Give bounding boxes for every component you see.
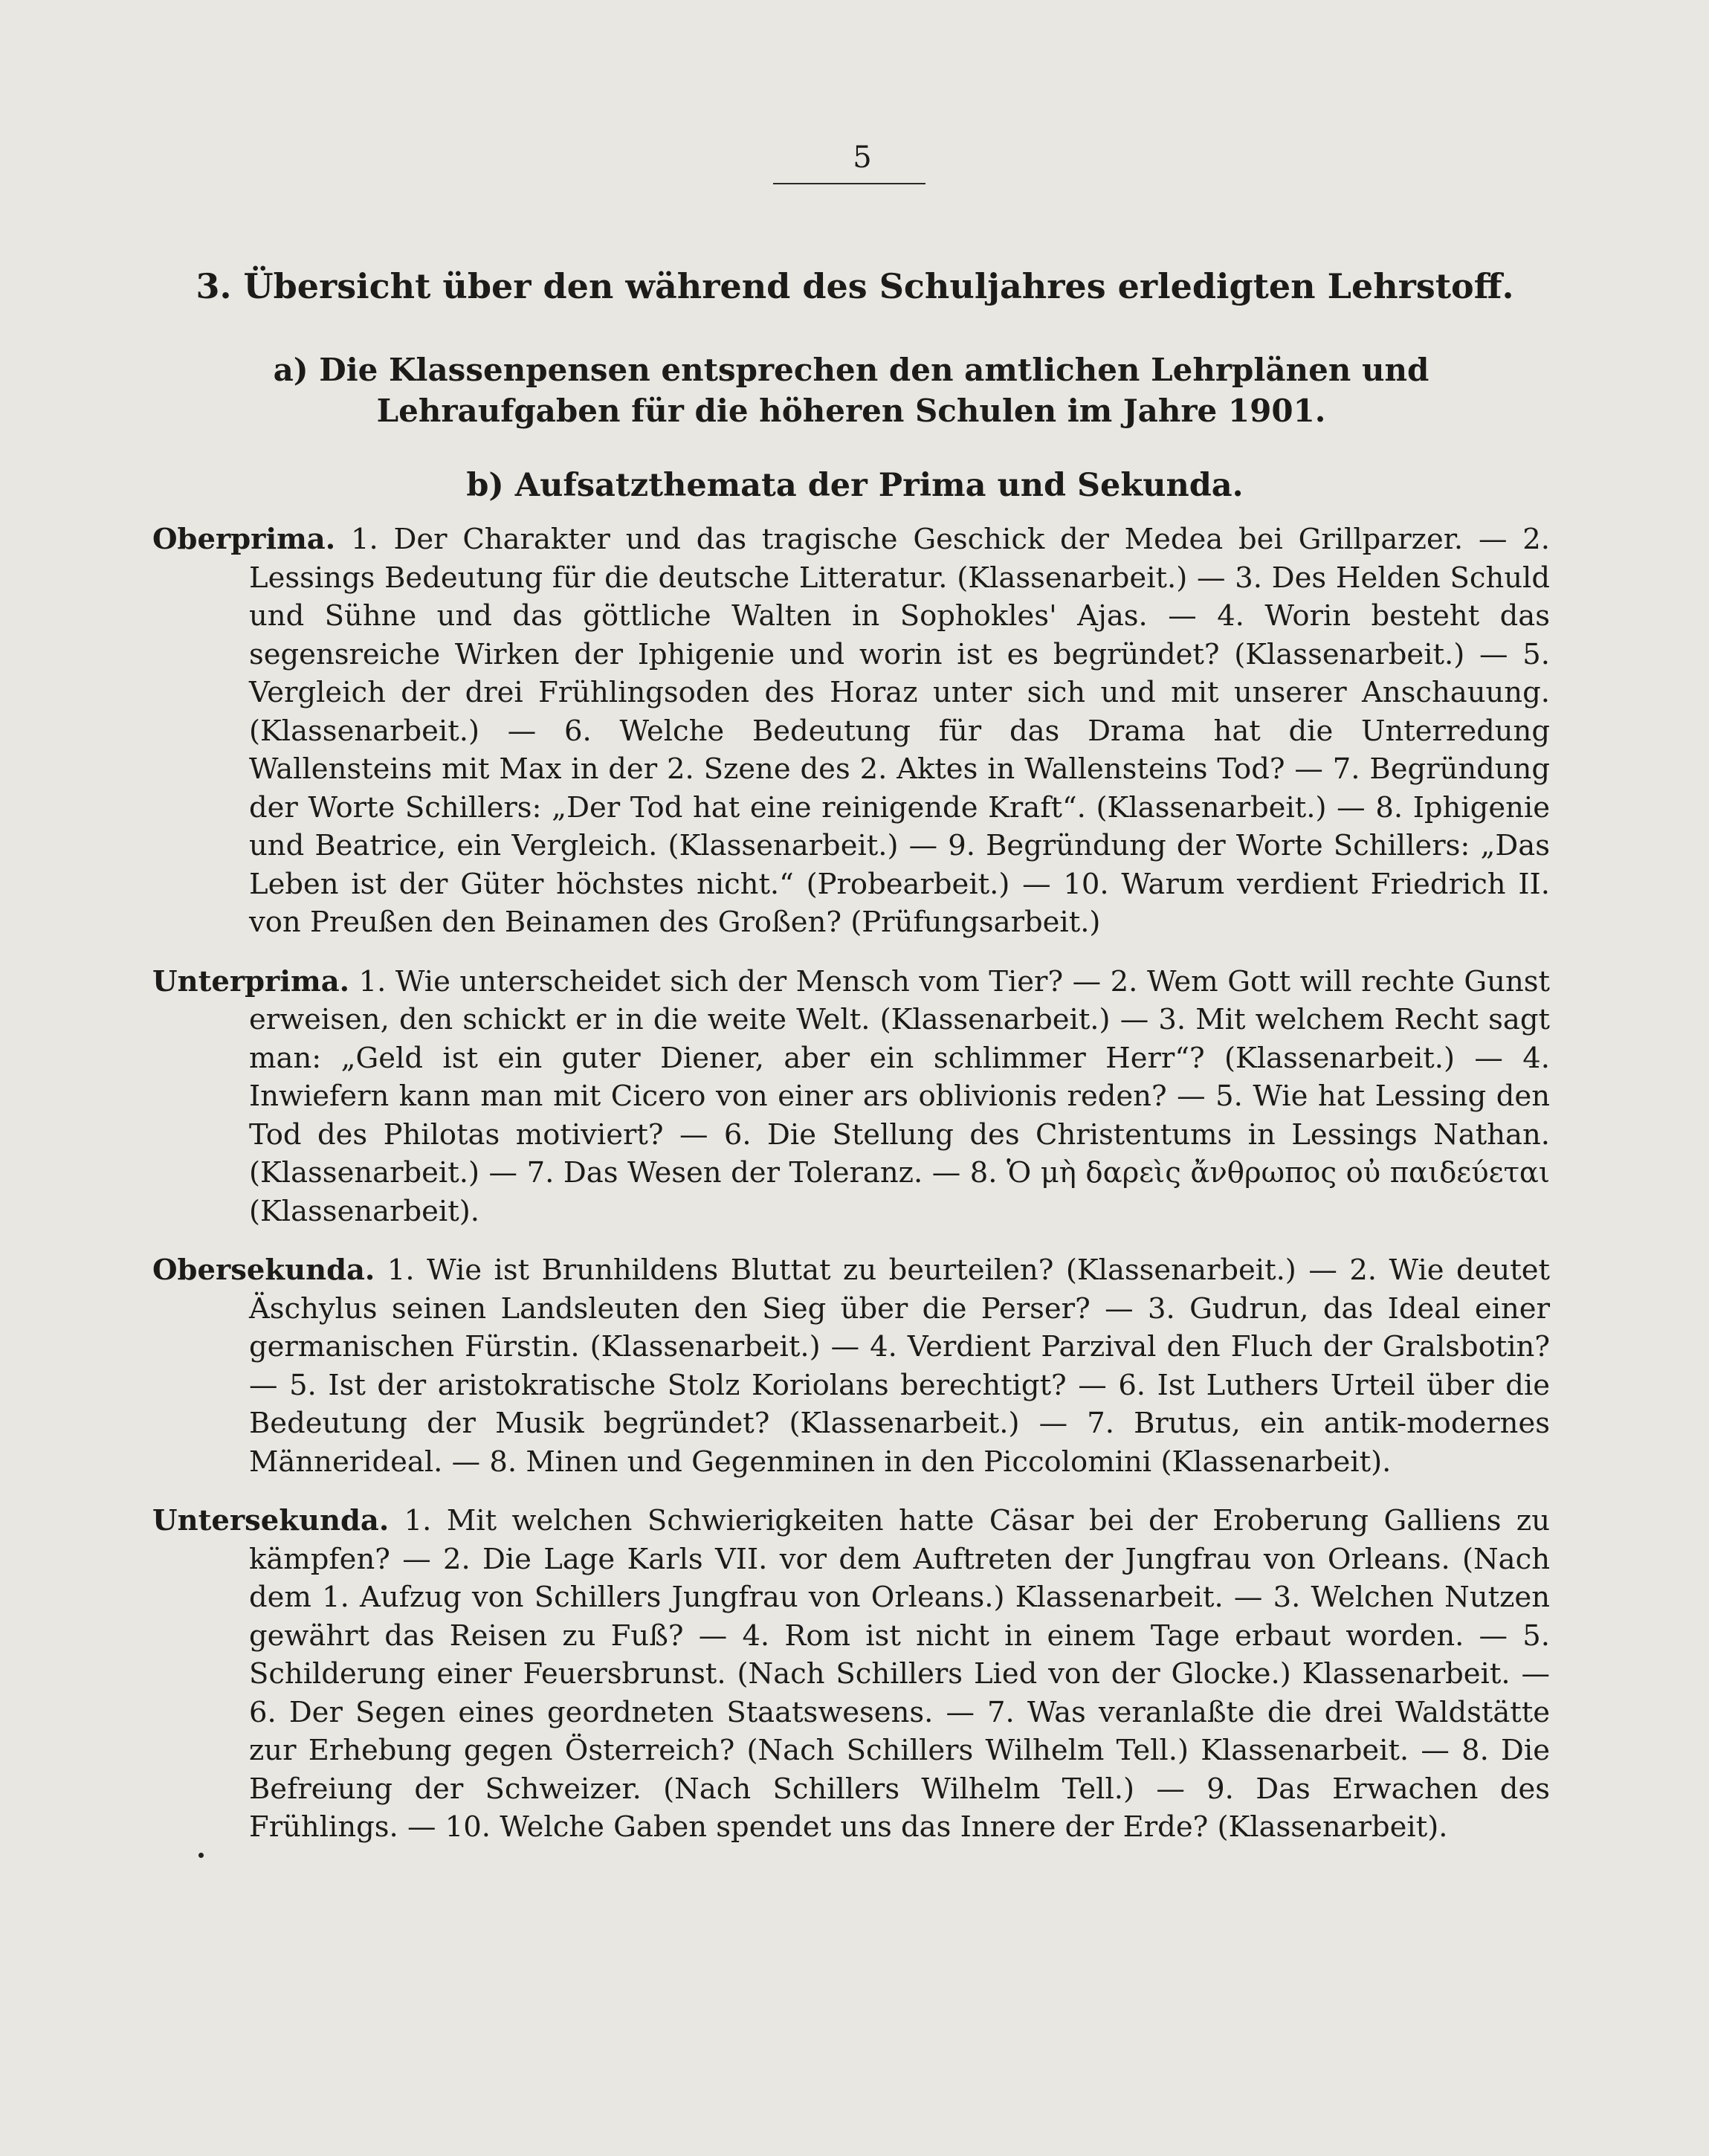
page-number-rule bbox=[773, 183, 925, 184]
entry-label: Oberprima. bbox=[152, 523, 336, 556]
entry-text: 1. Wie unterscheidet sich der Mensch vom Tier? — 2. Wem Gott will rechte Gunst erweisen, den schickt er in die weite Welt. (Klassenarbeit.) — 3. Mit welchem Recht sagt man: „Geld ist ein guter Diener, aber ein schlimmer Herr“? (Klassenarbeit.) — 4. Inwiefern kann man mit Cicero von einer ars oblivionis reden? — 5. Wie hat Lessing den Tod des Philotas motiviert? — 6. Die Stellung des Christentums in Lessings Nathan. (Klassenarbeit.) — 7. Das Wesen der Toleranz. — 8. Ὁ μὴ δαρεὶς ἄνθρωπος οὐ παιδεύεται (Klassenarbeit). bbox=[249, 964, 1550, 1228]
entry-text: 1. Der Charakter und das tragische Geschick der Medea bei Grillparzer. — 2. Lessings Bedeutung für die deutsche Litteratur. (Klassenarbeit.) — 3. Des Helden Schuld und Sühne und das göttliche Walten in Sophokles' Ajas. — 4. Worin besteht das segensreiche Wirken der Iphigenie und worin ist es begründet? (Klassenarbeit.) — 5. Vergleich der drei Frühlingsoden des Horaz unter sich und mit unserer Anschauung. (Klassenarbeit.) — 6. Welche Bedeutung für das Drama hat die Unterredung Wallensteins mit Max in der 2. Szene des 2. Aktes in Wallensteins Tod? — 7. Begründung der Worte Schillers: „Der Tod hat eine reinigende Kraft“. (Klassenarbeit.) — 8. Iphigenie und Beatrice, ein Vergleich. (Klassenarbeit.) — 9. Begründung der Worte Schillers: „Das Leben ist der Güter höchstes nicht.“ (Probearbeit.) — 10. Warum verdient Friedrich II. von Preußen den Beinamen des Großen? (Prüfungsarbeit.) bbox=[249, 523, 1550, 939]
entry-oberprima bbox=[152, 520, 1550, 942]
subsection-b-heading: b) Aufsatzthemata der Prima und Sekunda. bbox=[466, 467, 1244, 504]
entry-text: 1. Wie ist Brunhildens Bluttat zu beurteilen? (Klassenarbeit.) — 2. Wie deutet Äschylus seinen Landsleuten den Sieg über die Perser? — 3. Gudrun, das Ideal einer germanischen Fürstin. (Klassenarbeit.) — 4. Verdient Parzival den Fluch der Gralsbotin? — 5. Ist der aristokratische Stolz Koriolans berechtigt? — 6. Ist Luthers Urteil über die Bedeutung der Musik begründet? (Klassenarbeit.) — 7. Brutus, ein antik-modernes Männerideal. — 8. Minen und Gegenminen in den Piccolomini (Klassenarbeit). bbox=[249, 1253, 1550, 1479]
entry-label: Untersekunda. bbox=[152, 1504, 390, 1537]
ink-speck bbox=[198, 1853, 204, 1858]
page-number: 5 bbox=[853, 141, 872, 175]
entry-obersekunda bbox=[152, 1251, 1550, 1481]
entry-unterprima bbox=[152, 963, 1550, 1231]
entry-label: Unterprima. bbox=[152, 964, 350, 998]
entry-text: 1. Mit welchen Schwierigkeiten hatte Cäsar bei der Eroberung Galliens zu kämpfen? — 2. Die Lage Karls VII. vor dem Auftreten der Jungfrau von Orleans. (Nach dem 1. Aufzug von Schillers Jungfrau von Orleans.) Klassenarbeit. — 3. Welchen Nutzen gewährt das Reisen zu Fuß? — 4. Rom ist nicht in einem Tage erbaut worden. — 5. Schilderung einer Feuersbrunst. (Nach Schillers Lied von der Glocke.) Klassenarbeit. — 6. Der Segen eines geordneten Staatswesens. — 7. Was veranlaßte die drei Waldstätte zur Erhebung gegen Österreich? (Nach Schillers Wilhelm Tell.) Klassenarbeit. — 8. Die Befreiung der Schweizer. (Nach Schillers Wilhelm Tell.) — 9. Das Erwachen des Frühlings. — 10. Welche Gaben spendet uns das Innere der Erde? (Klassenarbeit). bbox=[249, 1504, 1550, 1844]
entry-label: Obersekunda. bbox=[152, 1253, 375, 1287]
essay-topic-list bbox=[152, 520, 1550, 1868]
subsection-a-heading: a) Die Klassenpensen entsprechen den amtlichen Lehrplänen und Lehraufgaben für die höheren Schulen im Jahre 1901. bbox=[273, 352, 1429, 429]
entry-untersekunda bbox=[152, 1502, 1550, 1847]
section-title: 3. Übersicht über den während des Schuljahres erledigten Lehrstoff. bbox=[196, 266, 1514, 306]
